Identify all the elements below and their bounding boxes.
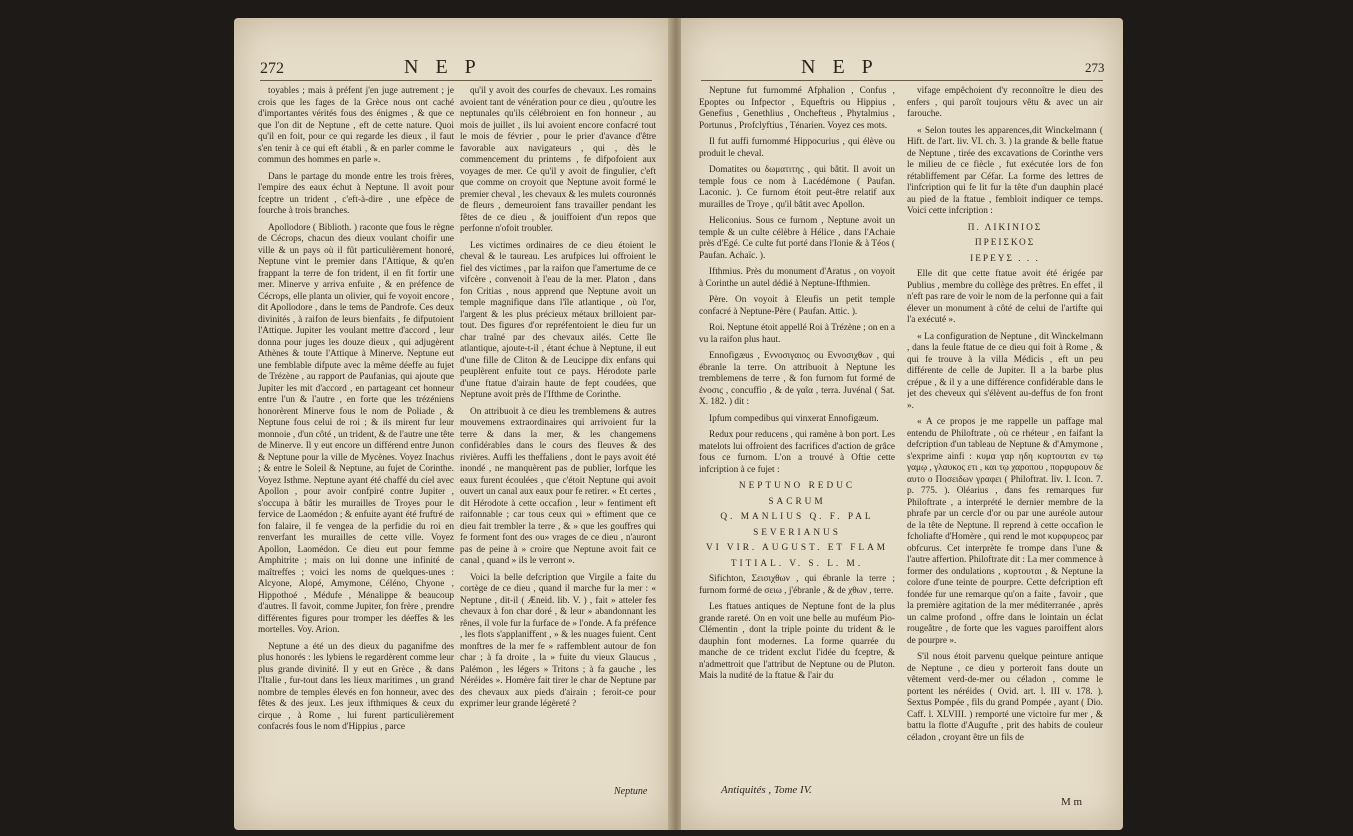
left-column-2 [460,86,656,776]
inscription-line: Q. MANLIUS Q. F. PAL [720,512,874,522]
paragraph: Dans le partage du monde entre les trois frères, l'empire des eaux échut à Neptune. Il avoit pour fceptre un trident , c'eft-à-dire , une efpèce de fourche à trois branches. [258,171,454,216]
paragraph: vifage empêchoient d'y reconnoître le dieu des enfers , qui paroît toujours vêtu & avec un air farouche. [907,86,1103,119]
paragraph: qu'il y avoit des courfes de chevaux. Les romains avoient tant de vénération pour ce dieu , qu'outre les neptunales qu'ils célébroient en fon honneur , au mois de juillet , ils lui avoient encore confacré tout le mois de février , pour le prier d'avance d'être favorable aux navigateurs , qui , dès le commencement du printems , fe difpofoient aux voyages de mer. Ce qu'il y avoit de fingulier, c'eft que comme on croyoit que Neptune avoit formé le premier cheval , les chevaux & les mulets couronnés de fleurs , demeuroient fans travailler pendant les fêtes de ce dieu , & jouiffoient d'un repos que perfonne n'ofoit troubler. [460,86,656,234]
paragraph: Redux pour reducens , qui ramène à bon port. Les matelots lui offroient des facrifices d'action de grâce fous ce furnom. L'on a trouvé à Oftie cette infcription à ce fujet : [699,430,895,475]
paragraph: Domatites ou δωματιτης , qui bâtit. Il avoit un temple fous ce nom à Lacédémone ( Paufan. Laconic. ). Ce furnom étoit peut-être relatif aux murailles de Troye , qu'il bâtit avec Apollon. [699,165,895,210]
right-page [681,18,1123,830]
inscription-line: NEPTUNO REDUC [738,481,856,491]
paragraph: « Selon toutes les apparences,dit Winckelmann ( Hift. de l'art. liv. VI. ch. 3. ) la grande & belle ftatue de Neptune , tirée des excavations de Corinthe vers le milieu de ce fiècle , fut exécutée lors de fon rétabliffement par Céfar. La forme des lettres de l'infcription qui fe lit fur la tête d'un dauphin placé au pied de la ftatue , fembloit indiquer ce temps. Voici cette infcription : [907,125,1103,216]
paragraph: Ifthmius. Près du monument d'Aratus , on voyoit à Corinthe un autel dédié à Neptune-Ifthmien. [699,267,895,289]
paragraph: Il fut auffi furnommé Hippocurius , qui élève ou produit le cheval. [699,137,895,159]
inscription-line: SACRUM [768,496,826,507]
paragraph: Heliconius. Sous ce furnom , Neptune avoit un temple & un culte célèbre à Hélice , dans l'Achaie près d'Egé. Ce culte fut porté dans l'Ionie & à Téos ( Paufan. Achaïc. ). [699,216,895,261]
paragraph: S'il nous étoit parvenu quelque peinture antique de Neptune , ce dieu y porteroit fans doute un vêtement verd-de-mer ou céladon , comme le portent les néréides ( Ovid. art. l. III v. 178. ). Sextus Pompée , fils du grand Pompée , ayant ( Dio. Caff. l. XLVIII. ) remporté une victoire fur mer , & battu la flotte d'Augufte , prit des habits de couleur céladon , croyant être un fils de [907,652,1103,743]
paragraph: « La configuration de Neptune , dit Winckelmann , dans la feule ftatue de ce dieu qui foit à Rome , & qui fe trouve à la villa Médicis , eft un peu différente de celle de Jupiter. Il a la barbe plus crépue , & il y a une différence confidérable dans le jet des cheveux qui s'élèvent au-deffus de fon front ». [907,331,1103,411]
left-catchword: Neptune [614,786,648,797]
paragraph: Neptune a été un des dieux du paganifme des plus honorés : les lybiens le regardèrent comme leur plus grande divinité. Il y eut en Grèce , & dans l'Italie , fur-tout dans les lieux maritimes , un grand nombre de temples élevés en fon honneur, avec des fêtes & des jeux. Les jeux ifthmiques & ceux du cirque , à Rome , lui furent particulièrement confacrés fous le nom d'Hippius , parce [258,641,454,732]
paragraph: On attribuoit à ce dieu les tremblemens & autres mouvemens extraordinaires qui arrivoient fur la terre & dans la mer, & les changemens confidérables dans le cours des fleuves & des rivières. Auffi les theffaliens , dont le pays avoit été inondé , ne manquèrent pas de publier, lorfque les eaux furent écoulées , que c'étoit Neptune qui avoit ouvert un canal aux eaux pour fe retirer. « Et certes , dit Hérodote à cette occafion , leur » fentiment eft raifonnable ; car tous ceux qui » eftiment que ce dieu fait trembler la terre , & » que les gouffres qui fe forment font des ou» vrages de ce dieu , n'auront pas de peine à » croire que Neptune avoit fait ce canal , quand » ils le verront ». [460,406,656,566]
left-page-number: 272 [260,60,284,77]
paragraph: Roi. Neptune étoit appellé Roi à Trézène ; on en a vu la raifon plus haut. [699,323,895,345]
inscription-line: SEVERIANUS [753,527,841,538]
left-running-head: N E P [404,56,482,78]
paragraph: Les victimes ordinaires de ce dieu étoient le cheval & le taureau. Les arufpices lui offroient le fiel des victimes , par la raifon que l'amertume de ce vifcère , convenoit à l'eau de la mer. Platon , dans fon Critias , nous apprend que Neptune avoit un temple magnifique dans l'île atlantique , où l'or, l'argent & les plus précieux métaux brilloient par-tout. Des figures d'or repréfentoient le dieu fur un char traîné par des chevaux ailés. Cette île atlantique, ajoute-t-il , étant échue à Neptune, il eut d'une fille de Cliton & de Leucippe dix enfans qui peuplèrent enfuite tout ce pays. Hérodote parle d'une ftatue d'airain haute de fept coudées, que Neptune avoit près de l'Ifthme de Corinthe. [460,240,656,400]
inscription-line: TITIAL. V. S. L. M. [730,558,864,569]
greek-inscription-line: Π. ΛΙΚΙΝΙΟΣ [967,222,1043,233]
paragraph: Ipfum compedibus qui vinxerat Ennofigæum. [709,413,879,424]
inscription-line: VI VIR. AUGUST. ET FLAM [705,543,889,553]
right-header-rule [701,80,1103,81]
right-column-1 [699,86,895,776]
paragraph: Ennofigæus , Εννοσιγαιος ou Εννοσιχθων , qui ébranle la terre. On attribuoit à Neptune les tremblemens de terre , & fon furnom fut formé de ἐνοσις , concuffio , & de γαῖα , terra. Juvénal ( Sat. X. 182. ) dit : [699,351,895,407]
paragraph: Voici la belle defcription que Virgile a faite du cortège de ce dieu , quand il marche fur la mer : « Neptune , dit-il ( Æneid. lib. V. ) , fait » atteler fes chevaux à fon char doré , & leur » abandonnant les rênes, il vole fur la furface de » l'onde. A fa préfence , les flots s'applaniffent , » & les nuages fuient. Cent monftres de la mer fe » raffemblent autour de fon char ; à fa droite , la » fuite du vieux Glaucus , Palémon , les légers » Tritons ; à fa gauche , les Néréides ». Homère fait tirer le char de Neptune par des chevaux aux pieds d'airain ; feroit-ce pour exprimer leur grande légèreté ? [460,572,656,709]
right-column-2 [907,86,1103,786]
signature-mark: M m [1061,796,1083,808]
left-column-1 [258,86,454,791]
greek-inscription-line: ΙΕΡΕΥΣ . . . [970,253,1040,264]
left-header-rule [260,80,652,81]
greek-inscription-line: ΠΡΕΙΣΚΟΣ [974,238,1036,248]
paragraph: « A ce propos je me rappelle un paffage mal entendu de Philoftrate , où ce rhéteur , en faifant la defcription d'un tableau de Neptune & d'Amymone , s'exprime ainfi : κυμα γαρ ηδη κυρτουται εν τῳ γαμῳ , γλαυκος ετι , και τῳ χαροπου , πορφυρουν δε αυτο ο Ποσειδων γραφει ( Philoftrat. liv. I. Icon. 7. p. 775. ). Oléarius , dans fes remarques fur Philoftrate , a interprété le dernier membre de la phrafe par un cercle d'or ou par une auréole autour de la tête de Neptune. Il reprend à cette occafion le fcholiafte d'Homère , qui rend le mot κυρφυρεος par obfcurus. Cet interprète fe trompe dans l'une & l'autre affertion. Philoftrate dit : La mer commence à former des ondulations , κυρτουται , & Neptune la colore d'une teinte de pourpre. Cette defcription eft fondée fur une remarque qu'on a faite , favoir , que la première agitation de la mer méditerranée , après un calme profond , offre dans le lointain un éclat rougeâtre , de forte que les vagues paroiffent alors de pourpre ». [907,417,1103,646]
left-page [234,18,671,830]
right-running-head: N E P [801,56,879,78]
right-page-number: 273 [1085,60,1105,75]
paragraph: Père. On voyoit à Eleufis un petit temple confacré à Neptune-Père ( Paufan. Attic. ). [699,295,895,317]
volume-signature: Antiquités , Tome IV. [721,784,812,796]
paragraph: Apollodore ( Biblioth. ) raconte que fous le règne de Cécrops, chacun des dieux voulant choifir une ville & un pays où il fût particulièrement honoré, Neptune vint le premier dans l'Attique, & qu'en frappant la terre de fon trident, il en fit fortir une mer. Minerve y arriva enfuite , & en préfence de Cécrops, elle planta un olivier, qui fe voyoit encore , dit Apollodore , dans le tems de Pandrofe. Ces deux divinités , à raifon de leurs bienfaits , fe difputoient l'Attique. Jupiter les voulant mettre d'accord , leur donna pour juges les douze dieux , qui adjugèrent Athènes & toute l'Attique à Minerve. Neptune eut une femblable difpute avec la même déeffe au fujet de Trézène , au rapport de Paufanias, qui ajoute que Jupiter les mit d'accord , en partageant cet honneur entre l'un & l'autre , en forte que les trézéniens honorèrent Minerve fous le nom de Poliade , & Neptune fous celui de roi ; & ils mirent fur leur monnoie , d'un côté , un trident, & de l'autre une tête de Minerve. Il y eut encore un différend entre Junon & Neptune pour la ville de Mycènes. Voyez Inachus ; & entre le Soleil & Neptune, au fujet de Corinthe. Voyez Isthme. Neptune ayant été chaffé du ciel avec Apollon , pour avoir confpiré contre Jupiter , s'occupa à bâtir les murailles de Troyes pour le fervice de Laomédon ; & enfuite ayant été fruftré de fon falaire, il fe vengea de la perfidie du roi en renverfant les murailles de cette ville. Voyez Apollon, Laomédon. Ce dieu eut pour femme Amphitrite ; mais on lui donne une infinité de maîtreffes ; voici les noms de quelques-unes : Alcyone, Alopé, Amymone, Céléno, Chyone , Hippothoé , Médufe , Ménalippe & beaucoup d'autres. Il favoit, comme Jupiter, fon frère , prendre différentes figures pour tromper les déeffes & les mortelles. Voy. Arion. [258,222,454,635]
paragraph: Les ftatues antiques de Neptune font de la plus grande rareté. On en voit une belle au muféum Pio-Clémentin , dont la triple pointe du trident & le dauphin font modernes. La forme quarrée du manche de ce trident exclut l'idée du fceptre, & n'admettroit que l'attribut de Neptune ou de Pluton. Mais la nudité de la ftatue & l'air du [699,602,895,681]
paragraph: toyables ; mais à préfent j'en juge autrement ; je crois que les fages de la Grèce nous ont caché d'importantes vérités fous des énigmes , & que ce que l'on dit de Neptune , eft de cette nature. Quoi qu'il en foit, pour ce qui regarde les dieux , il faut s'en tenir à ce qui eft établi , & en parler comme le commun des hommes en parle ». [258,86,454,165]
paragraph: Elle dit que cette ftatue avoit été érigée par Publius , membre du collège des prêtres. En effet , il n'eft pas rare de voir le nom de la perfonne qui a fait élever un monument à côté de celui de l'artifte qui l'a exécuté ». [907,269,1103,325]
paragraph: Sifichton, Σεισιχθων , qui ébranle la terre ; furnom formé de σειω , j'ébranle , & de χθων , terre. [699,574,895,596]
paragraph: Neptune fut furnommé Afphalion , Confus , Epoptes ou Infpector , Equeftris ou Hippius , Genefius , Genethlius , Onchefteus , Phytalmius , Portunus , Profclyftius , Ténarien. Voyez ces mots. [699,86,895,131]
